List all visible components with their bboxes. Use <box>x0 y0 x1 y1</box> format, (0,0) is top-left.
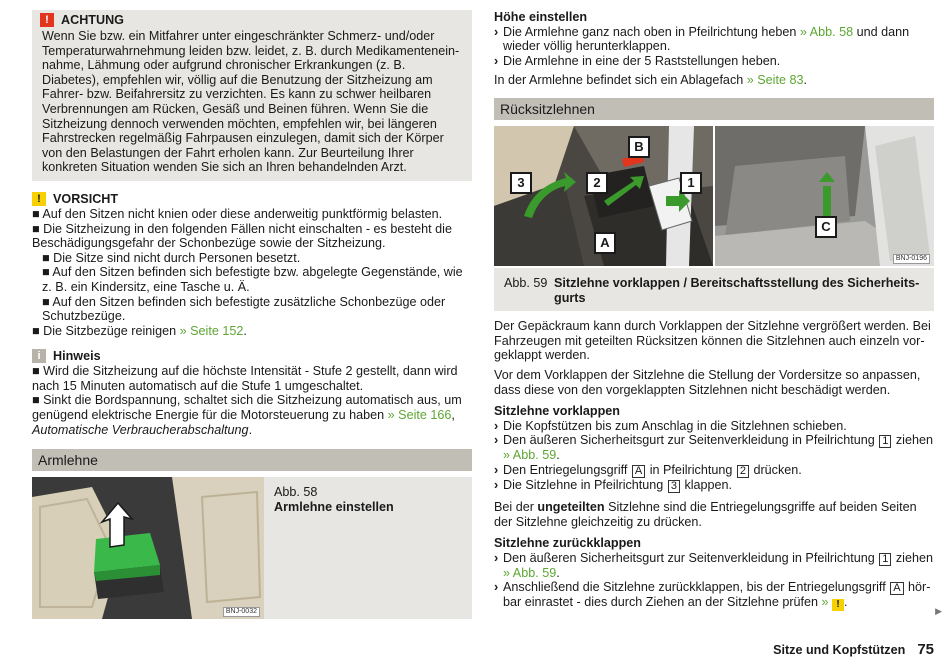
figure-58 <box>32 477 472 619</box>
step-arrow-icon: › <box>494 418 499 433</box>
instruction-step <box>494 580 934 611</box>
achtung-heading <box>40 12 464 28</box>
vorsicht-subitem: ■ Auf den Sitzen befinden sich befestigte bzw. abgelegte Gegenstände, wie z. B. ein Kindersitz, eine Tasche u. Ä. <box>42 265 463 294</box>
page-link[interactable]: » Seite 152 <box>179 323 244 338</box>
italic-reference: Automatische Verbraucherabschaltung <box>32 422 249 437</box>
punctuation: , <box>451 408 455 423</box>
vorsicht-item: ■ Die Sitzheizung in den folgenden Fällen nicht einschalten - es besteht die Beschädigungsgefahr der Schonbezüge sowie der Sitzheizung. <box>32 221 452 251</box>
figure-tag: BNJ-0032 <box>223 607 260 617</box>
hinweis-heading <box>32 348 472 364</box>
section-heading-armlehne: Armlehne <box>32 449 472 471</box>
step-text-part: drücken. <box>753 462 802 477</box>
paragraph <box>494 73 934 88</box>
step-text-part: in Pfeilrichtung <box>649 462 733 477</box>
left-column <box>32 10 472 619</box>
paragraph <box>494 500 934 529</box>
punctuation: . <box>556 565 560 580</box>
hinweis-item <box>32 393 472 437</box>
figure-59-images <box>494 126 934 266</box>
step-text-part: Den Entriegelungsgriff <box>503 462 628 477</box>
step-arrow-icon: › <box>494 580 499 595</box>
step-text <box>503 551 934 581</box>
callout-ref: A <box>890 582 903 595</box>
punctuation: . <box>803 73 807 88</box>
seat-release-image <box>494 126 713 266</box>
figure-link[interactable]: » Abb. 59 <box>503 565 557 580</box>
paragraph: Der Gepäckraum kann durch Vorklappen der Sitzlehne vergrößert werden. Bei Fahrzeugen mit geteilten Rücksitzen können die Sitzlehnen auch einzeln vorgeklappt werden. <box>494 319 931 363</box>
warning-link[interactable]: » <box>821 595 829 610</box>
armrest-image <box>32 477 264 619</box>
callout-ref: 1 <box>879 435 891 448</box>
vorsicht-heading <box>32 191 472 207</box>
right-column <box>494 10 934 611</box>
step-text-part: und dann wieder völlig herunterklappen. <box>503 24 910 54</box>
step-text-part: Die Armlehne ganz nach oben in Pfeilrichtung heben <box>503 24 800 39</box>
achtung-callout <box>32 10 472 181</box>
figure-link[interactable]: » Abb. 58 <box>799 24 854 39</box>
step-text-part: Die Sitzlehne in Pfeilrichtung <box>503 477 664 492</box>
page-number: 75 <box>917 641 934 659</box>
figure-title: Armlehne einstellen <box>274 499 394 514</box>
subheading-zurueckklappen: Sitzlehne zurückklappen <box>494 536 641 551</box>
info-icon: i <box>32 349 46 363</box>
page-footer <box>773 643 934 658</box>
hinweis-item: ■ Wird die Sitzheizung auf die höchste Intensität - Stufe 2 gestellt, dann wird nach 15 Minuten automatisch auf die Stufe 1 umgeschaltet. <box>32 364 458 393</box>
punctuation: . <box>243 323 247 338</box>
vorsicht-item <box>32 324 472 339</box>
paragraph: Vor dem Vorklappen der Sitzlehne die Stellung der Vordersitze so anpassen, dass diese von den vorgeklappten Sitzlehnen nicht beschädigt werden. <box>494 367 921 397</box>
figure-tag: BNJ-0196 <box>893 254 930 264</box>
figure-number: Abb. 58 <box>274 485 318 500</box>
instruction-step <box>494 419 934 434</box>
hinweis-item-text: ■ Sinkt die Bordspannung, schaltet sich die Sitzheizung automatisch aus, um genügend elektrische Energie für die Motorsteuerung zu haben <box>32 393 462 423</box>
instruction-step <box>494 463 934 478</box>
step-text <box>503 478 732 493</box>
step-text-part: klappen. <box>684 477 733 492</box>
armrest-illustration <box>32 477 264 619</box>
step-text-part: Anschließend die Sitzlehne zurückklappen, bis der Entriegelungsgriff <box>503 580 886 595</box>
subheading-vorklappen: Sitzlehne vorklappen <box>494 404 620 419</box>
bold-text: ungeteilten <box>537 499 605 514</box>
vorsicht-subitem: ■ Die Sitze sind nicht durch Personen besetzt. <box>42 250 301 265</box>
callout-ref: A <box>632 465 645 478</box>
trunk-image <box>715 126 934 266</box>
step-arrow-icon: › <box>494 550 499 565</box>
instruction-step <box>494 433 934 463</box>
step-text <box>503 580 934 611</box>
callout-ref: 2 <box>737 465 749 478</box>
achtung-title: ACHTUNG <box>61 12 124 27</box>
warning-ref-icon[interactable]: ! <box>832 599 844 611</box>
trunk-illustration <box>715 126 934 266</box>
section-heading-ruecksitzlehnen: Rücksitzlehnen <box>494 98 934 120</box>
page-link[interactable]: » Seite 166 <box>387 408 452 423</box>
label-a: A <box>594 232 616 254</box>
step-text <box>503 25 934 54</box>
subheading-hoehe: Höhe einstellen <box>494 10 588 24</box>
figure-58-caption <box>264 477 404 619</box>
label-c: C <box>815 216 837 238</box>
step-text-part: ziehen <box>892 550 933 565</box>
label-2: 2 <box>586 172 608 194</box>
step-text-part: ziehen <box>892 433 933 448</box>
figure-59-caption <box>494 268 934 311</box>
step-arrow-icon: › <box>494 477 499 492</box>
punctuation: . <box>248 422 253 437</box>
instruction-step <box>494 25 934 54</box>
step-text: Die Armlehne in eine der 5 Raststellungen heben. <box>503 53 781 68</box>
label-1: 1 <box>680 172 702 194</box>
caution-exclamation-icon: ! <box>32 192 46 206</box>
vorsicht-subitem: ■ Auf den Sitzen befinden sich befestigte zusätzliche Schonbezüge oder Schutzbezüge. <box>42 294 446 324</box>
chapter-label: Sitze und Kopfstützen <box>773 643 906 658</box>
vorsicht-item-text: ■ Die Sitzbezüge reinigen <box>32 323 180 338</box>
callout-ref: 3 <box>668 480 680 493</box>
step-text <box>503 433 934 463</box>
step-text <box>503 463 802 478</box>
step-arrow-icon: › <box>494 433 499 448</box>
paragraph-text: Sitzlehne sind die Entriegelungsgriffe auf beiden Seiten der Sitzlehne gleichzeitig zu drücken. <box>494 499 917 529</box>
label-b: B <box>628 136 650 158</box>
step-arrow-icon: › <box>494 24 499 39</box>
step-arrow-icon: › <box>494 462 499 477</box>
achtung-text: Wenn Sie bzw. ein Mitfahrer unter eingeschränkter Schmerz- und/oder Temperaturwahrnehmung leiden bzw. leidet, z. B. durch Medikamenteneinnahme, Lähmung oder aufgrund chronischer Erkrankungen (z. B. Diabetes), empfehlen wir, völlig auf die Benutzung der Sitzheizung am Fahrer- bzw. Beifahrersitz zu verzichten. Es kann zu schwer heilbaren Verbrennungen am Rücken, Gesäß und Beinen führen. Wenn Sie die Sitzheizung dennoch verwenden möchten, empfehlen wir, bei längeren Fahrstrecken regelmäßig Fahrpausen einzulegen, damit sich der Körper von den Belastungen der Fahrt erholen kann. Zur Beurteilung Ihrer konkreten Situation wenden Sie sich an Ihren behandelnden Arzt. <box>42 29 460 175</box>
figure-link[interactable]: » Abb. 59 <box>503 448 557 463</box>
punctuation: . <box>556 448 560 463</box>
paragraph-text: In der Armlehne befindet sich ein Ablagefach <box>494 73 747 88</box>
instruction-step <box>494 478 934 493</box>
punctuation: . <box>844 595 848 610</box>
continue-arrow-icon: ▶ <box>935 606 942 616</box>
label-3: 3 <box>510 172 532 194</box>
paragraph-text: Bei der <box>494 499 538 514</box>
step-arrow-icon: › <box>494 53 499 68</box>
vorsicht-callout <box>32 191 472 338</box>
vorsicht-item: ■ Auf den Sitzen nicht knien oder diese anderweitig punktförmig belasten. <box>32 206 443 221</box>
warning-exclamation-icon: ! <box>40 13 54 27</box>
step-text: Die Kopfstützen bis zum Anschlag in die Sitzlehnen schieben. <box>503 418 847 433</box>
hinweis-callout <box>32 348 472 437</box>
vorsicht-title: VORSICHT <box>53 191 119 206</box>
step-text-part: Den äußeren Sicherheitsgurt zur Seitenverkleidung in Pfeilrichtung <box>503 433 875 448</box>
figure-number: Abb. 59 <box>504 275 548 290</box>
hinweis-title: Hinweis <box>53 348 101 363</box>
step-text-part: Den äußeren Sicherheitsgurt zur Seitenverkleidung in Pfeilrichtung <box>503 550 875 565</box>
instruction-step <box>494 551 934 581</box>
figure-title: Sitzlehne vorklappen / Bereitschaftsstellung des Sicherheitsgurts <box>554 275 920 305</box>
page-link[interactable]: » Seite 83 <box>746 73 804 88</box>
figure-59 <box>494 126 934 311</box>
callout-ref: 1 <box>879 553 891 566</box>
instruction-step <box>494 54 934 69</box>
step-text-part: hörbar einrastet - dies durch Ziehen an der Sitzlehne prüfen <box>503 580 931 610</box>
